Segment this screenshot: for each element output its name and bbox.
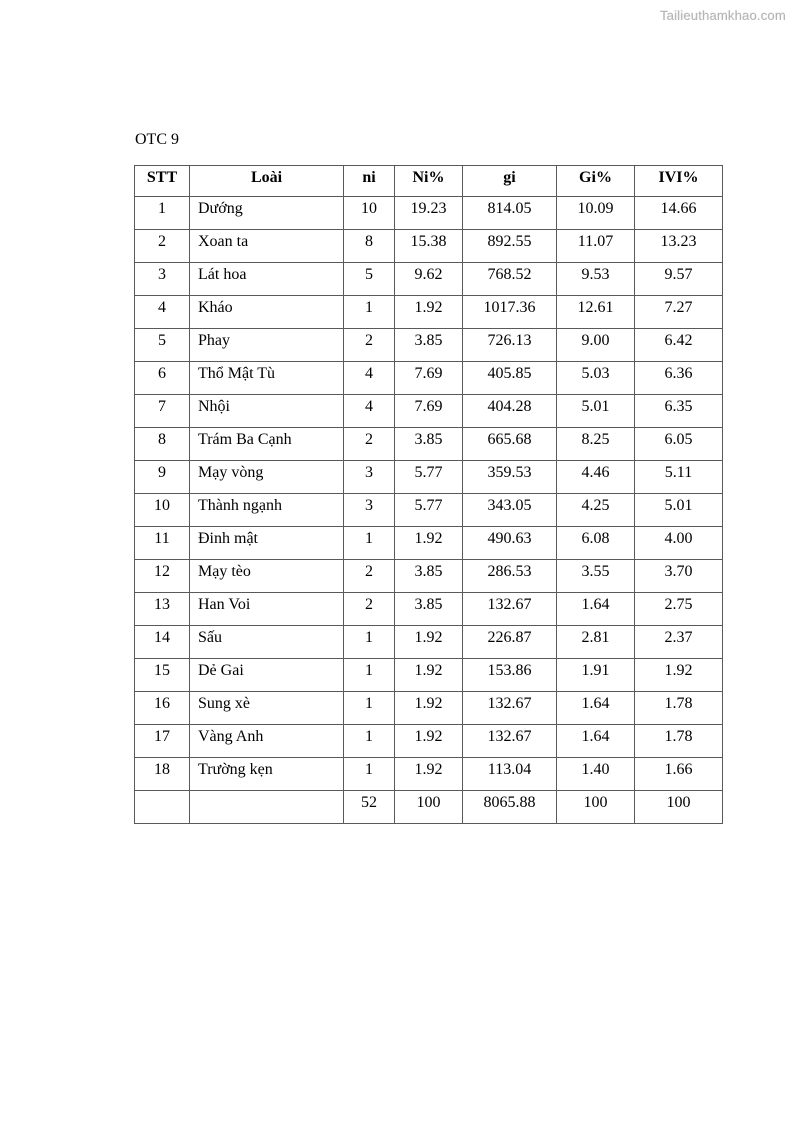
- species-name-cell: Han Voi: [190, 593, 344, 626]
- table-cell: 5: [135, 329, 190, 362]
- table-cell: 1: [344, 296, 395, 329]
- table-row: [135, 725, 723, 758]
- table-cell: 1.92: [635, 659, 723, 692]
- species-name-cell: Mạy vòng: [190, 461, 344, 494]
- table-cell: 9.57: [635, 263, 723, 296]
- table-cell: 6.35: [635, 395, 723, 428]
- species-name-cell: Dướng: [190, 197, 344, 230]
- table-cell: 665.68: [463, 428, 557, 461]
- table-cell: 226.87: [463, 626, 557, 659]
- table-cell: 1.66: [635, 758, 723, 791]
- column-header-6: IVI%: [635, 166, 723, 197]
- table-cell: 2: [344, 329, 395, 362]
- table-cell: 2.37: [635, 626, 723, 659]
- table-cell: 18: [135, 758, 190, 791]
- table-cell: 3.85: [395, 593, 463, 626]
- table-cell: 9: [135, 461, 190, 494]
- species-name-cell: Sung xè: [190, 692, 344, 725]
- table-cell: 6.05: [635, 428, 723, 461]
- species-name-cell: Phay: [190, 329, 344, 362]
- table-cell: 1.92: [395, 626, 463, 659]
- table-row: [135, 560, 723, 593]
- table-cell: 153.86: [463, 659, 557, 692]
- table-cell: 1.64: [557, 593, 635, 626]
- species-name-cell: Dẻ Gai: [190, 659, 344, 692]
- table-cell: 768.52: [463, 263, 557, 296]
- table-cell: 490.63: [463, 527, 557, 560]
- table-cell: 6.08: [557, 527, 635, 560]
- table-cell: 1.40: [557, 758, 635, 791]
- table-cell: 100: [395, 791, 463, 824]
- table-cell: 1017.36: [463, 296, 557, 329]
- table-cell: 814.05: [463, 197, 557, 230]
- table-cell: 2: [344, 593, 395, 626]
- table-cell: 4: [344, 395, 395, 428]
- table-cell: 3: [344, 461, 395, 494]
- table-cell: 1: [344, 692, 395, 725]
- species-name-cell: Sấu: [190, 626, 344, 659]
- table-cell: 2: [135, 230, 190, 263]
- column-header-1: Loài: [190, 166, 344, 197]
- table-cell: 17: [135, 725, 190, 758]
- table-cell: 3.85: [395, 428, 463, 461]
- table-cell: 11: [135, 527, 190, 560]
- table-cell: 1.92: [395, 725, 463, 758]
- table-cell: 5.77: [395, 494, 463, 527]
- table-cell: 100: [635, 791, 723, 824]
- column-header-5: Gi%: [557, 166, 635, 197]
- table-cell: 7.27: [635, 296, 723, 329]
- table-cell: 2.75: [635, 593, 723, 626]
- species-importance-table: [134, 165, 723, 824]
- table-cell: 11.07: [557, 230, 635, 263]
- table-cell: 12.61: [557, 296, 635, 329]
- table-cell: 9.62: [395, 263, 463, 296]
- table-cell: 8: [344, 230, 395, 263]
- table-row: [135, 230, 723, 263]
- table-cell: 15: [135, 659, 190, 692]
- table-cell: 6.36: [635, 362, 723, 395]
- column-header-3: Ni%: [395, 166, 463, 197]
- table-cell: 7.69: [395, 395, 463, 428]
- table-body: [135, 197, 723, 824]
- table-row: [135, 692, 723, 725]
- table-cell: 14.66: [635, 197, 723, 230]
- table-cell: 9.53: [557, 263, 635, 296]
- column-header-0: STT: [135, 166, 190, 197]
- table-row: [135, 659, 723, 692]
- table-cell: 15.38: [395, 230, 463, 263]
- table-cell: 4.25: [557, 494, 635, 527]
- table-cell: 3.70: [635, 560, 723, 593]
- table-cell: 10: [344, 197, 395, 230]
- species-name-cell: Xoan ta: [190, 230, 344, 263]
- table-row: [135, 197, 723, 230]
- table-cell: 343.05: [463, 494, 557, 527]
- table-cell: 13: [135, 593, 190, 626]
- table-cell: 7.69: [395, 362, 463, 395]
- table-row: [135, 461, 723, 494]
- table-row: [135, 428, 723, 461]
- table-cell: 1.64: [557, 725, 635, 758]
- table-row: [135, 494, 723, 527]
- table-cell: 5.03: [557, 362, 635, 395]
- species-name-cell: Kháo: [190, 296, 344, 329]
- table-cell: 8.25: [557, 428, 635, 461]
- table-header-row: [135, 166, 723, 197]
- table-cell: 5.01: [635, 494, 723, 527]
- table-cell: 405.85: [463, 362, 557, 395]
- species-name-cell: Vàng Anh: [190, 725, 344, 758]
- table-header: [135, 166, 723, 197]
- table-row: [135, 296, 723, 329]
- table-cell: 3: [135, 263, 190, 296]
- table-cell: 13.23: [635, 230, 723, 263]
- table-cell: 3.85: [395, 329, 463, 362]
- table-cell: 12: [135, 560, 190, 593]
- table-row: [135, 626, 723, 659]
- species-name-cell: [190, 791, 344, 824]
- table-cell: 6.42: [635, 329, 723, 362]
- table-cell: 10.09: [557, 197, 635, 230]
- table-row: [135, 362, 723, 395]
- watermark-text: Tailieuthamkhao.com: [660, 8, 786, 23]
- table-cell: 1: [344, 659, 395, 692]
- table-cell: 132.67: [463, 692, 557, 725]
- table-cell: 1: [344, 725, 395, 758]
- column-header-4: gi: [463, 166, 557, 197]
- table-cell: 1: [344, 758, 395, 791]
- table-row: [135, 395, 723, 428]
- table-cell: 1: [344, 626, 395, 659]
- table-cell: 8: [135, 428, 190, 461]
- table-cell: 100: [557, 791, 635, 824]
- table-cell: 1.78: [635, 692, 723, 725]
- table-cell: 2: [344, 560, 395, 593]
- table-cell: 9.00: [557, 329, 635, 362]
- table-cell: 5: [344, 263, 395, 296]
- table-row: [135, 758, 723, 791]
- table-cell: 113.04: [463, 758, 557, 791]
- table-row: [135, 527, 723, 560]
- table-cell: 404.28: [463, 395, 557, 428]
- table-cell: 10: [135, 494, 190, 527]
- table-cell: 1.92: [395, 692, 463, 725]
- species-name-cell: Thành ngạnh: [190, 494, 344, 527]
- table-cell: 132.67: [463, 725, 557, 758]
- table-cell: 4: [135, 296, 190, 329]
- table-cell: 2: [344, 428, 395, 461]
- table-cell: 1.92: [395, 659, 463, 692]
- table-cell: 3: [344, 494, 395, 527]
- table-cell: 8065.88: [463, 791, 557, 824]
- table-cell: 7: [135, 395, 190, 428]
- table-cell: 4.46: [557, 461, 635, 494]
- species-name-cell: Đinh mật: [190, 527, 344, 560]
- species-name-cell: Trám Ba Cạnh: [190, 428, 344, 461]
- table-cell: 4: [344, 362, 395, 395]
- table-cell: 1.64: [557, 692, 635, 725]
- table-cell: 1.92: [395, 527, 463, 560]
- table-cell: 52: [344, 791, 395, 824]
- table-cell: 5.77: [395, 461, 463, 494]
- table-cell: 4.00: [635, 527, 723, 560]
- table-totals-row: [135, 791, 723, 824]
- table-cell: 892.55: [463, 230, 557, 263]
- table-cell: 1: [344, 527, 395, 560]
- table-cell: 16: [135, 692, 190, 725]
- table-cell: 726.13: [463, 329, 557, 362]
- table-cell: 1.92: [395, 758, 463, 791]
- table-cell: 132.67: [463, 593, 557, 626]
- table-cell: 14: [135, 626, 190, 659]
- table-row: [135, 593, 723, 626]
- table-cell: 359.53: [463, 461, 557, 494]
- table-cell: 19.23: [395, 197, 463, 230]
- species-name-cell: Nhội: [190, 395, 344, 428]
- table-row: [135, 329, 723, 362]
- table-cell: 5.11: [635, 461, 723, 494]
- table-cell: 3.55: [557, 560, 635, 593]
- species-name-cell: Trường kẹn: [190, 758, 344, 791]
- species-name-cell: Thổ Mật Tù: [190, 362, 344, 395]
- column-header-2: ni: [344, 166, 395, 197]
- table-cell: 3.85: [395, 560, 463, 593]
- table-cell: 1.92: [395, 296, 463, 329]
- table-cell: 1: [135, 197, 190, 230]
- table-cell: 286.53: [463, 560, 557, 593]
- table-cell: 6: [135, 362, 190, 395]
- table-cell: 1.78: [635, 725, 723, 758]
- page-title: OTC 9: [135, 131, 179, 148]
- table-cell: 2.81: [557, 626, 635, 659]
- species-name-cell: Lát hoa: [190, 263, 344, 296]
- table-cell: 5.01: [557, 395, 635, 428]
- table-cell: [135, 791, 190, 824]
- table-cell: 1.91: [557, 659, 635, 692]
- species-name-cell: Mạy tèo: [190, 560, 344, 593]
- table-row: [135, 263, 723, 296]
